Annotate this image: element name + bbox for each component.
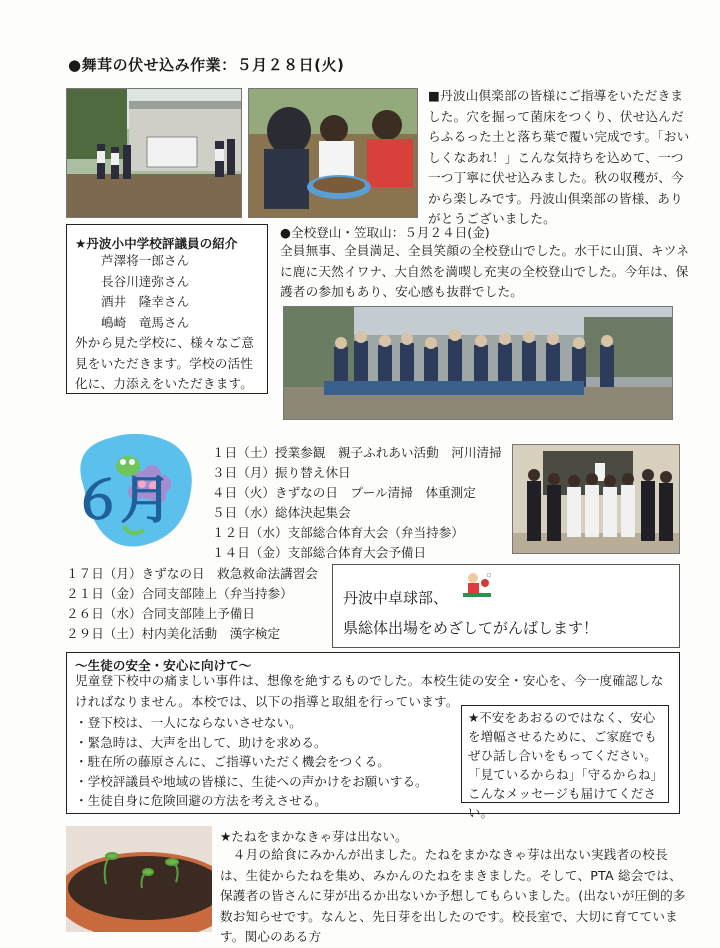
photo-orange-sprout bbox=[66, 826, 212, 932]
safety-list bbox=[75, 713, 428, 811]
event-row: １４日（金）支部総合体育大会予備日 bbox=[212, 545, 427, 560]
june-label: ６月 bbox=[72, 471, 169, 531]
pingpong-box bbox=[332, 564, 680, 648]
seeds-heading: ★たねをまかなきゃ芽は出ない。 bbox=[220, 829, 408, 844]
seeds-text: ４月の給食にみかんが出ました。たねをまかなきゃ芽は出ない実践者の校長は、生徒からたねを集め、みかんのたねをまきました。そして、PTA 総会では、保護者の皆さんに芽が出るか出ないか予想してもらいました。(出ないが圧倒的多数お知らせです。なんと、先日芽を出したのです。校長室で、大切に育てています。関心のある方 bbox=[220, 847, 686, 944]
safety-item: ・学校評議員や地域の皆様に、生徒への声かけをお願いする。 bbox=[75, 773, 428, 789]
event-row: １２日（水）支部総合体育大会（弁当持参） bbox=[212, 525, 464, 540]
event-row: ５日（水）総体決起集会 bbox=[212, 505, 351, 520]
safety-note-box bbox=[461, 705, 669, 820]
councilor-name: 芦澤将一郎さん bbox=[101, 253, 190, 268]
june-badge bbox=[70, 428, 198, 552]
safety-item: ・登下校は、一人にならないさせない。 bbox=[75, 715, 302, 730]
event-row: ４日（火）きずなの日 プール清掃 体重測定 bbox=[212, 485, 476, 500]
ping-pong-icon bbox=[459, 571, 493, 605]
pingpong-line2: 県総体出場をめざしてがんばします！ bbox=[343, 619, 599, 637]
councilor-name: 酒井 隆幸さん bbox=[101, 294, 190, 309]
safety-item: ・駐在所の藤原さんに、ご指導いただく機会をつくる。 bbox=[75, 754, 390, 769]
councilor-name: 長谷川達弥さん bbox=[101, 273, 190, 289]
councilors-name-list bbox=[101, 251, 189, 333]
photo-table-tennis-team bbox=[512, 444, 680, 554]
event-row: ２１日（金）合同支部陸上（弁当持参） bbox=[66, 586, 293, 601]
event-row: ３日（月）振り替え休日 bbox=[212, 465, 351, 480]
safety-note: ★不安をあおるのではなく、安心を増幅させるために、ご家庭でもぜひ話し合いをもってください。 「見ているからね」「守るからね」こんなメッセージも届けてください。 bbox=[468, 710, 658, 820]
photo-maitake-group bbox=[66, 88, 242, 218]
councilors-text: 外から見た学校に、様々なご意見をいただきます。学校の活性化に、力添えをいただきます。 bbox=[75, 335, 255, 391]
hike-text: 全員無事、全員満足、全員笑顔の全校登山でした。水干に山頂、キツネに鹿に天然イワナ、大自然を満喫し充実の全校登山でした。今年は、保護者の参加もあり、安心感も抜群でした。 bbox=[280, 243, 690, 299]
photo-hike-group bbox=[283, 306, 673, 420]
event-row: １７日（月）きずなの日 救急救命法講習会 bbox=[66, 566, 318, 581]
hike-heading: ●全校登山・笠取山：５月２４日(金) bbox=[280, 225, 490, 240]
safety-item: ・生徒自身に危険回避の方法を考えさせる。 bbox=[75, 793, 327, 808]
event-row: ２６日（水）合同支部陸上予備日 bbox=[66, 606, 255, 621]
safety-box bbox=[66, 652, 680, 820]
event-row: １日（土）授業参観 親子ふれあい活動 河川清掃 bbox=[212, 445, 502, 460]
photo-maitake-work bbox=[248, 88, 418, 218]
safety-intro: 児童登下校中の痛ましい事件は、想像を絶するものでした。本校生徒の安全・安心を、今一度確認しなければなりません。本校では、以下の指導と取組を行っています。 bbox=[75, 673, 664, 709]
section-title-maitake: ●舞茸の伏せ込み作業：５月２８日(火) bbox=[68, 56, 345, 74]
councilors-box bbox=[66, 224, 268, 394]
councilor-name: 嶋崎 竜馬さん bbox=[101, 314, 190, 330]
event-row: ２９日（土）村内美化活動 漢字検定 bbox=[66, 626, 281, 641]
safety-heading: ～生徒の安全・安心に向けて～ bbox=[75, 658, 252, 673]
pingpong-line1: 丹波中卓球部、 bbox=[343, 589, 449, 607]
safety-item: ・緊急時は、大声を出して、助けを求める。 bbox=[75, 734, 327, 750]
councilors-heading: ★丹波小中学校評議員の紹介 bbox=[75, 236, 238, 251]
maitake-text: ■丹波山倶楽部の皆様にご指導をいただきました。穴を掘って菌床をつくり、伏せ込んだらふるった土と落ち葉で覆い完成です。「おいしくなあれ！」こんな気持ちを込めて、一つ一つ丁寧に伏せ込みました。秋の収穫が、今から楽しみです。丹波山倶楽部の皆様、ありがとうございました。 bbox=[428, 88, 690, 226]
